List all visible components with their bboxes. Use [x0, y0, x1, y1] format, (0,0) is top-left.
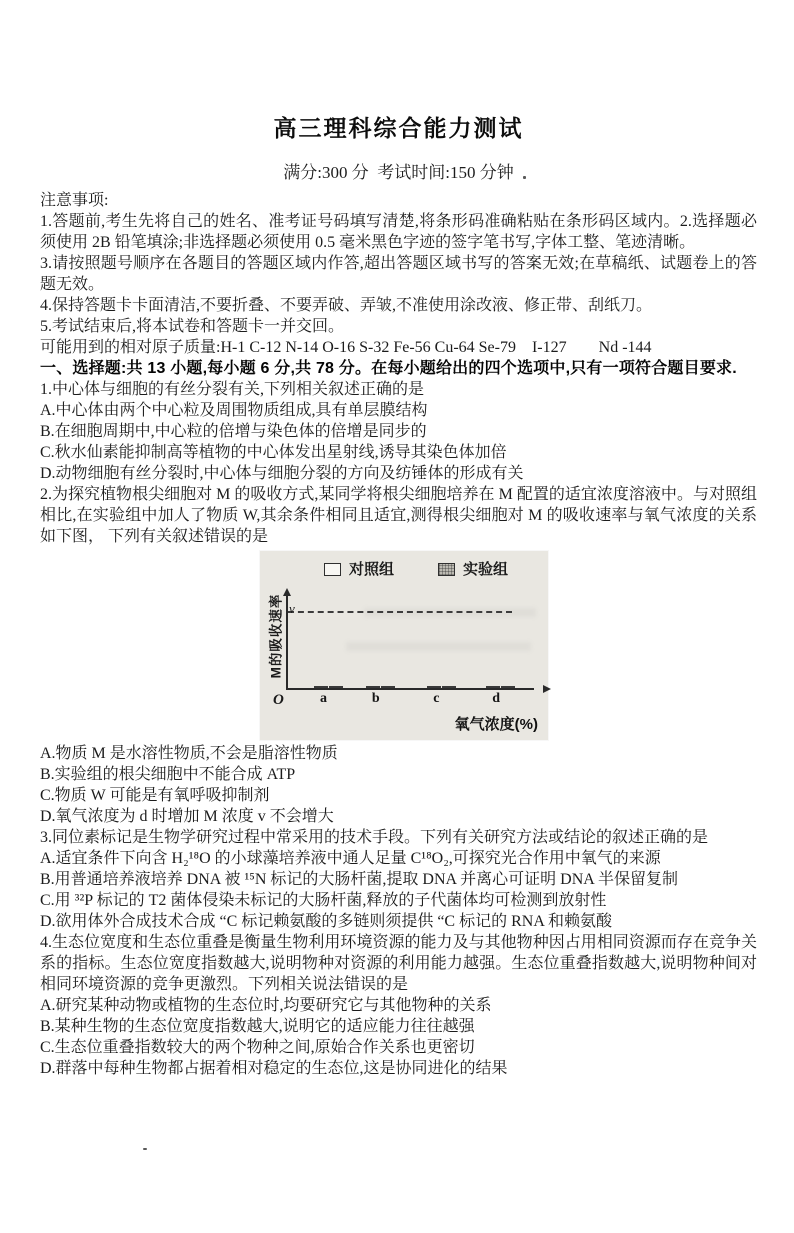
absorption-rate-chart [260, 551, 548, 740]
question-1-option-c: C.秋水仙素能抑制高等植物的中心体发出星射线,诱导其染色体加倍 [40, 444, 507, 462]
x-tick-label-b: b [371, 691, 380, 707]
notice-item-3: 3.请按照题号顺序在各题目的答题区域内作答,超出答题区域书写的答案无效;在草稿纸、试题卷上的答题无效。 [40, 255, 757, 294]
question-2-option-d: D.氧气浓度为 d 时增加 M 浓度 v 不会增大 [40, 808, 334, 826]
x-tick-label-c: c [433, 691, 440, 707]
page-title: 高三理科综合能力测试 [273, 115, 524, 141]
experimental-group-swatch-icon [438, 563, 455, 576]
question-3-option-c: C.用 ³²P 标记的 T2 菌体侵染未标记的大肠杆菌,释放的子代菌体均可检测到放射性 [40, 892, 607, 910]
question-4-stem: 4.生态位宽度和生态位重叠是衡量生物利用环境资源的能力及与其他物种因占用相同资源而存在竞争关系的指标。生态位宽度指数越大,说明物种对资源的利用能力越强。生态位重叠指数越大,说明物种间对相同环境资源的竞争更激烈。下列相关说法错误的是 [40, 934, 757, 994]
question-1-stem: 1.中心体与细胞的有丝分裂有关,下列相关叙述正确的是 [40, 381, 425, 399]
chart-plot-row [266, 590, 540, 709]
question-4-option-d: D.群落中每种生物都占据着相对稳定的生态位,这是协同进化的结果 [40, 1060, 508, 1078]
atomic-mass-line: 可能用到的相对原子质量:H-1 C-12 N-14 O-16 S-32 Fe-56 Cu-64 Se-79 I-127 Nd -144 [40, 339, 652, 357]
question-4-option-c: C.生态位重叠指数较大的两个物种之间,原始合作关系也更密切 [40, 1039, 475, 1057]
exam-page [0, 110, 794, 1079]
legend-item-experimental [438, 559, 508, 580]
notice-heading: 注意事项: [40, 192, 109, 210]
notice-item-4: 4.保持答题卡卡面清洁,不要折叠、不要弄破、弄皱,不准使用涂改液、修正带、刮纸刀。 [40, 297, 653, 315]
question-2-option-b: B.实验组的根尖细胞中不能合成 ATP [40, 766, 296, 784]
question-2-option-a: A.物质 M 是水溶性物质,不会是脂溶性物质 [40, 745, 338, 763]
notice-item-5: 5.考试结束后,将本试卷和答题卡一并交回。 [40, 318, 345, 336]
question-1-option-a: A.中心体由两个中心粒及周围物质组成,具有单层膜结构 [40, 402, 428, 420]
chart-y-axis-label: M的吸收速率 [268, 594, 284, 679]
question-3-option-a: A.适宜条件下向含 H₂¹⁸O 的小球藻培养液中通人足量 C¹⁸O₂,可探究光合作用中氧气的来源 [40, 850, 661, 868]
x-tick-label-d: d [492, 691, 501, 707]
v-reference-label: v [289, 601, 295, 617]
chart-legend [292, 559, 540, 580]
question-2-option-c: C.物质 W 可能是有氧呼吸抑制剂 [40, 787, 270, 805]
question-3-option-b: B.用普通培养液培养 DNA 被 ¹⁵N 标记的大肠杆菌,提取 DNA 并离心可证明 DNA 半保留复制 [40, 871, 678, 889]
scan-speck [143, 1148, 147, 1150]
question-1-option-d: D.动物细胞有丝分裂时,中心体与细胞分裂的方向及纺锤体的形成有关 [40, 465, 524, 483]
question-1-option-b: B.在细胞周期中,中心粒的倍增与染色体的倍增是同步的 [40, 423, 427, 441]
question-4-option-b: B.某种生物的生态位宽度指数越大,说明它的适应能力往往越强 [40, 1018, 475, 1036]
x-axis-line [286, 688, 534, 690]
question-2-stem: 2.为探究植物根尖细胞对 M 的吸收方式,某同学将根尖细胞培养在 M 配置的适宜浓度溶液中。与对照组相比,在实验组中加人了物质 W,其余条件相同且适宜,测得根尖细胞对 M 的吸收速率与氧气浓度的关系如下图， 下列有关叙述错误的是 [40, 486, 757, 546]
chart-bars [288, 612, 524, 707]
x-tick-label-a: a [319, 691, 327, 707]
y-axis-arrow-icon [283, 588, 291, 596]
legend-label-experimental: 实验组 [463, 561, 509, 579]
scan-speck [523, 176, 526, 179]
notice-item-1-2: 1.答题前,考生先将自己的姓名、准考证号码填写清楚,将条形码准确粘贴在条形码区域内。2.选择题必须使用 2B 铅笔填涂;非选择题必须使用 0.5 毫米黑色字迹的签字笔书写,字体工整、笔迹清晰。 [40, 213, 757, 252]
control-group-swatch-icon [324, 563, 341, 576]
question-3-stem: 3.同位素标记是生物学研究过程中常采用的技术手段。下列有关研究方法或结论的叙述正确的是 [40, 829, 709, 847]
page-subtitle: 满分:300 分 考试时间:150 分钟 [283, 163, 514, 183]
legend-item-control [324, 559, 394, 580]
section-heading: 一、选择题:共 13 小题,每小题 6 分,共 78 分。在每小题给出的四个选项中,只有一项符合题目要求. [40, 360, 737, 378]
legend-label-control: 对照组 [348, 561, 394, 579]
question-3-option-d: D.欲用体外合成技术合成 “C 标记赖氨酸的多链则须提供 “C 标记的 RNA 和赖氨酸 [40, 913, 613, 931]
origin-label: O [273, 692, 284, 709]
x-axis-arrow-icon [543, 685, 551, 693]
exam-body [40, 190, 757, 1079]
question-4-option-a: A.研究某种动物或植物的生态位时,均要研究它与其他物种的关系 [40, 997, 492, 1015]
chart-x-axis-title: 氧气浓度(%) [454, 716, 538, 734]
